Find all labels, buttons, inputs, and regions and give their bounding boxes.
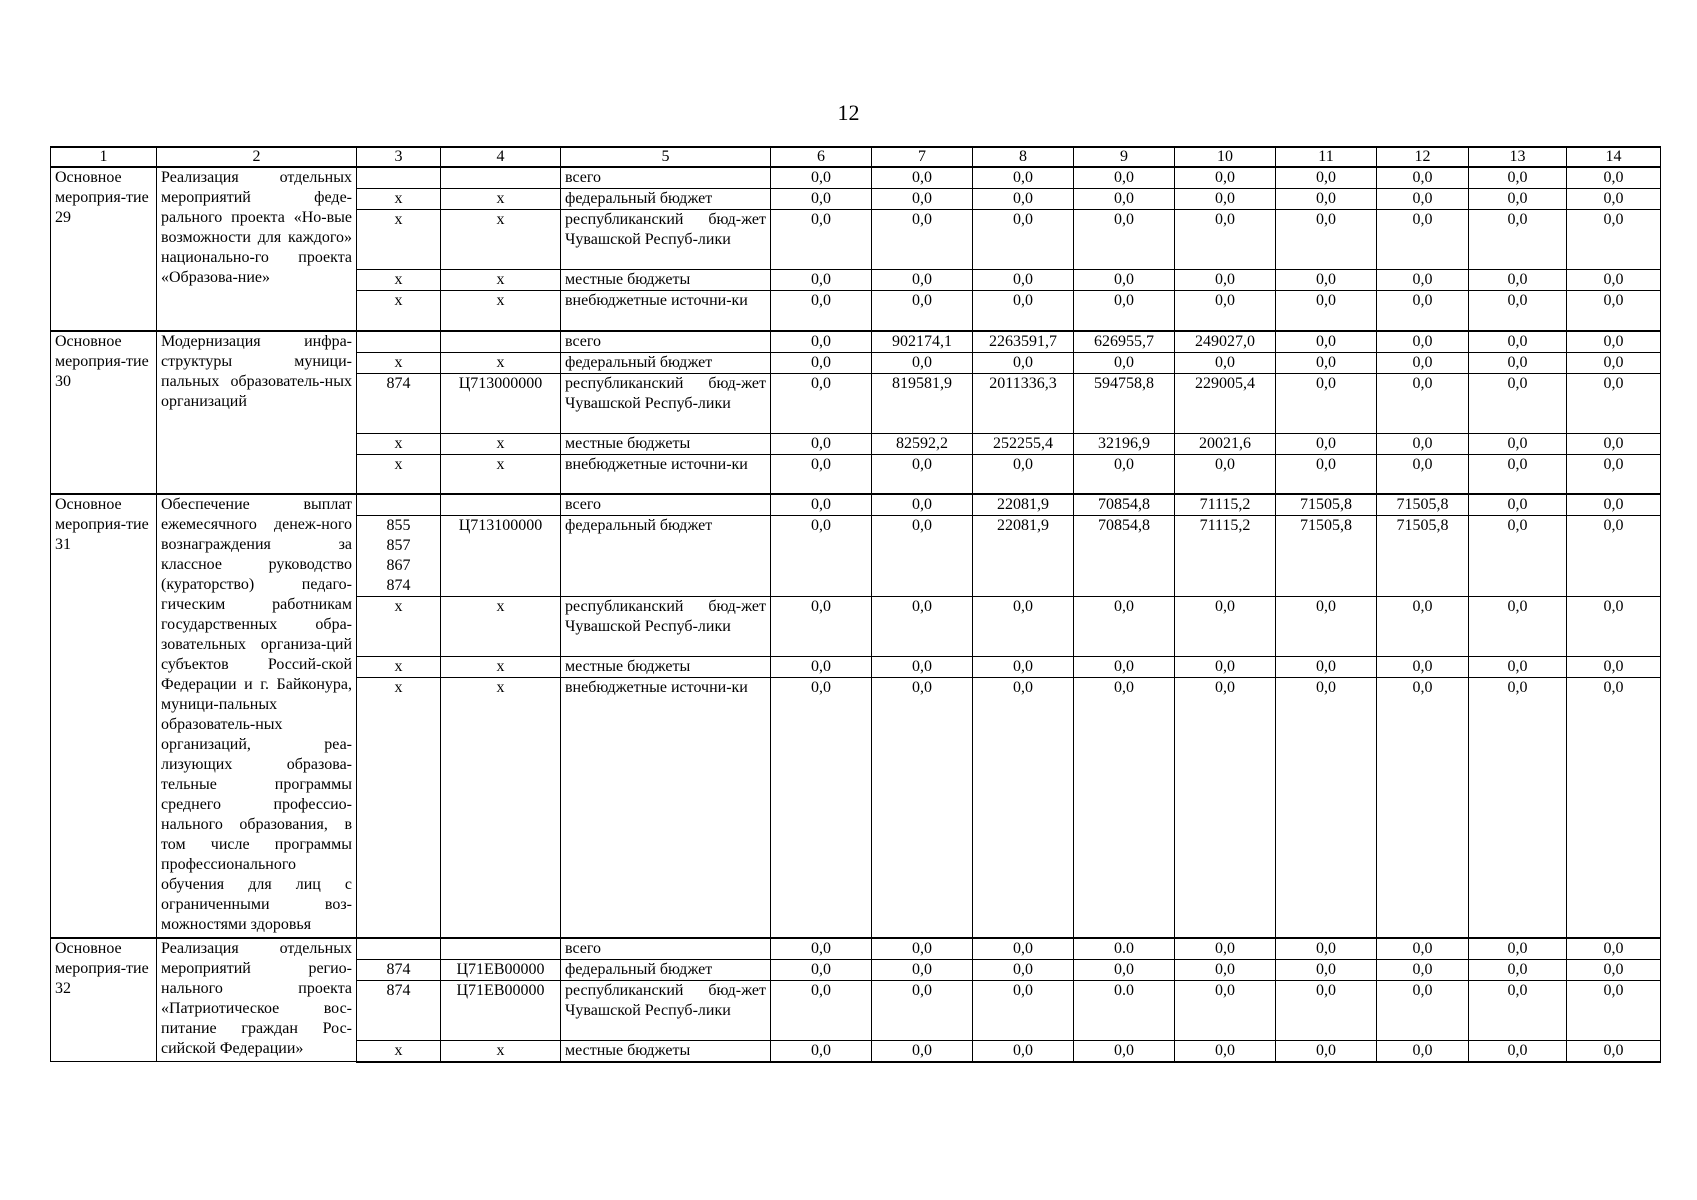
amount-cell: 0,0 xyxy=(973,657,1074,678)
grbs-code xyxy=(357,167,441,189)
amount-cell: 0,0 xyxy=(973,167,1074,189)
funding-source: местные бюджеты xyxy=(561,657,771,678)
funding-source: всего xyxy=(561,167,771,189)
amount-cell: 0,0 xyxy=(1175,980,1276,1040)
amount-cell: 0,0 xyxy=(973,210,1074,270)
funding-source: всего xyxy=(561,494,771,516)
amount-cell: 0,0 xyxy=(1377,373,1469,433)
amount-cell: 0,0 xyxy=(1377,210,1469,270)
amount-cell: 0,0 xyxy=(771,210,872,270)
amount-cell: 0,0 xyxy=(1175,270,1276,291)
csr-code: Ц71ЕВ00000 xyxy=(441,980,561,1040)
amount-cell: 71115,2 xyxy=(1175,494,1276,516)
amount-cell: 0,0 xyxy=(973,454,1074,494)
grbs-code: 874 xyxy=(357,959,441,980)
page-number: 12 xyxy=(837,100,860,125)
amount-cell: 0,0 xyxy=(1377,189,1469,210)
amount-cell: 0,0 xyxy=(872,291,973,331)
amount-cell: 2263591,7 xyxy=(973,331,1074,353)
amount-cell: 0,0 xyxy=(771,980,872,1040)
table-row xyxy=(51,167,1661,189)
amount-cell: 0,0 xyxy=(1175,352,1276,373)
amount-cell: 0,0 xyxy=(1074,352,1175,373)
amount-cell: 0,0 xyxy=(771,959,872,980)
amount-cell: 0,0 xyxy=(771,270,872,291)
amount-cell: 0,0 xyxy=(1377,597,1469,657)
amount-cell: 0,0 xyxy=(1276,373,1377,433)
amount-cell: 0,0 xyxy=(1074,678,1175,938)
amount-cell: 0,0 xyxy=(1567,938,1661,960)
amount-cell: 0,0 xyxy=(1567,980,1661,1040)
activity-description: Модернизация инфра-структуры муници-пальных образователь-ных организаций xyxy=(157,331,357,495)
amount-cell: 0,0 xyxy=(1469,454,1567,494)
amount-cell: 0,0 xyxy=(1175,938,1276,960)
grbs-code: 874 xyxy=(357,980,441,1040)
amount-cell: 0,0 xyxy=(1074,167,1175,189)
csr-code xyxy=(441,938,561,960)
amount-cell: 0,0 xyxy=(1276,678,1377,938)
amount-cell: 0,0 xyxy=(1377,454,1469,494)
grbs-code: х xyxy=(357,454,441,494)
amount-cell: 0,0 xyxy=(1074,189,1175,210)
column-number: 5 xyxy=(561,147,771,167)
amount-cell: 0,0 xyxy=(1469,270,1567,291)
column-number: 11 xyxy=(1276,147,1377,167)
amount-cell: 0,0 xyxy=(872,980,973,1040)
amount-cell: 0,0 xyxy=(872,1040,973,1062)
funding-source: внебюджетные источни-ки xyxy=(561,291,771,331)
amount-cell: 0,0 xyxy=(1175,657,1276,678)
column-number: 10 xyxy=(1175,147,1276,167)
amount-cell: 0,0 xyxy=(1469,959,1567,980)
column-number: 14 xyxy=(1567,147,1661,167)
amount-cell: 0,0 xyxy=(1276,1040,1377,1062)
amount-cell: 0,0 xyxy=(872,454,973,494)
funding-source: республиканский бюд-жет Чувашской Респуб-лики xyxy=(561,980,771,1040)
amount-cell: 0,0 xyxy=(1469,597,1567,657)
amount-cell: 0,0 xyxy=(1567,516,1661,597)
csr-code: х xyxy=(441,352,561,373)
amount-cell: 0,0 xyxy=(1074,959,1175,980)
column-number-row xyxy=(51,147,1661,167)
funding-source: республиканский бюд-жет Чувашской Респуб-лики xyxy=(561,210,771,270)
amount-cell: 0,0 xyxy=(1074,1040,1175,1062)
amount-cell: 0,0 xyxy=(1276,597,1377,657)
amount-cell: 0,0 xyxy=(771,516,872,597)
amount-cell: 0,0 xyxy=(1567,433,1661,454)
grbs-code: х xyxy=(357,189,441,210)
amount-cell: 0,0 xyxy=(1276,331,1377,353)
amount-cell: 0,0 xyxy=(1276,454,1377,494)
amount-cell: 0,0 xyxy=(872,167,973,189)
amount-cell: 0,0 xyxy=(1567,494,1661,516)
amount-cell: 0,0 xyxy=(1276,433,1377,454)
amount-cell: 0,0 xyxy=(1175,678,1276,938)
csr-code: х xyxy=(441,678,561,938)
column-number: 6 xyxy=(771,147,872,167)
amount-cell: 71505,8 xyxy=(1377,516,1469,597)
amount-cell: 0,0 xyxy=(1175,597,1276,657)
amount-cell: 0,0 xyxy=(973,270,1074,291)
grbs-code xyxy=(357,938,441,960)
funding-source: федеральный бюджет xyxy=(561,352,771,373)
column-number: 2 xyxy=(157,147,357,167)
amount-cell: 0,0 xyxy=(1175,1040,1276,1062)
amount-cell: 0,0 xyxy=(1276,657,1377,678)
amount-cell: 0,0 xyxy=(1567,373,1661,433)
amount-cell: 0,0 xyxy=(1377,331,1469,353)
amount-cell: 0,0 xyxy=(1074,454,1175,494)
csr-code: х xyxy=(441,210,561,270)
table-row xyxy=(51,331,1661,353)
amount-cell: 0,0 xyxy=(973,980,1074,1040)
amount-cell: 0,0 xyxy=(1377,678,1469,938)
funding-source: федеральный бюджет xyxy=(561,189,771,210)
amount-cell: 0,0 xyxy=(1377,980,1469,1040)
grbs-code: х xyxy=(357,352,441,373)
amount-cell: 0,0 xyxy=(872,494,973,516)
amount-cell: 0,0 xyxy=(1469,291,1567,331)
amount-cell: 0,0 xyxy=(1469,352,1567,373)
csr-code xyxy=(441,331,561,353)
column-number: 4 xyxy=(441,147,561,167)
amount-cell: 0,0 xyxy=(1469,980,1567,1040)
amount-cell: 0,0 xyxy=(1175,959,1276,980)
amount-cell: 0,0 xyxy=(1175,167,1276,189)
amount-cell: 0,0 xyxy=(771,494,872,516)
amount-cell: 0,0 xyxy=(872,352,973,373)
activity-name: Основное мероприя-тие 31 xyxy=(51,494,157,938)
csr-code: х xyxy=(441,291,561,331)
csr-code: Ц713100000 xyxy=(441,516,561,597)
funding-source: местные бюджеты xyxy=(561,1040,771,1062)
table-row xyxy=(51,938,1661,960)
amount-cell: 71115,2 xyxy=(1175,516,1276,597)
amount-cell: 229005,4 xyxy=(1175,373,1276,433)
funding-source: местные бюджеты xyxy=(561,270,771,291)
amount-cell: 71505,8 xyxy=(1276,494,1377,516)
amount-cell: 22081,9 xyxy=(973,494,1074,516)
amount-cell: 0,0 xyxy=(872,959,973,980)
amount-cell: 0,0 xyxy=(1567,189,1661,210)
funding-source: всего xyxy=(561,331,771,353)
amount-cell: 0,0 xyxy=(1567,352,1661,373)
amount-cell: 0,0 xyxy=(1469,657,1567,678)
csr-code: х xyxy=(441,270,561,291)
funding-source: местные бюджеты xyxy=(561,433,771,454)
amount-cell: 0,0 xyxy=(1074,270,1175,291)
grbs-code: х xyxy=(357,657,441,678)
amount-cell: 0,0 xyxy=(1469,373,1567,433)
amount-cell: 0,0 xyxy=(1567,597,1661,657)
amount-cell: 0,0 xyxy=(1567,331,1661,353)
grbs-code xyxy=(357,331,441,353)
amount-cell: 0,0 xyxy=(1175,189,1276,210)
amount-cell: 0,0 xyxy=(771,657,872,678)
amount-cell: 0,0 xyxy=(1567,270,1661,291)
amount-cell: 0,0 xyxy=(771,678,872,938)
amount-cell: 71505,8 xyxy=(1276,516,1377,597)
amount-cell: 0,0 xyxy=(1377,433,1469,454)
amount-cell: 0,0 xyxy=(872,516,973,597)
amount-cell: 0,0 xyxy=(1276,980,1377,1040)
amount-cell: 0,0 xyxy=(1276,167,1377,189)
csr-code: х xyxy=(441,433,561,454)
activity-name: Основное мероприя-тие 30 xyxy=(51,331,157,495)
amount-cell: 0,0 xyxy=(1175,210,1276,270)
amount-cell: 0,0 xyxy=(1276,959,1377,980)
amount-cell: 0,0 xyxy=(1567,657,1661,678)
amount-cell: 0,0 xyxy=(1377,352,1469,373)
amount-cell: 2011336,3 xyxy=(973,373,1074,433)
grbs-code: х xyxy=(357,678,441,938)
amount-cell: 0,0 xyxy=(1469,678,1567,938)
amount-cell: 22081,9 xyxy=(973,516,1074,597)
amount-cell: 0,0 xyxy=(1567,291,1661,331)
amount-cell: 0,0 xyxy=(1175,454,1276,494)
amount-cell: 0,0 xyxy=(973,291,1074,331)
csr-code: Ц71ЕВ00000 xyxy=(441,959,561,980)
amount-cell: 0,0 xyxy=(1567,1040,1661,1062)
amount-cell: 0,0 xyxy=(973,189,1074,210)
grbs-code: х xyxy=(357,210,441,270)
grbs-code: х xyxy=(357,1040,441,1062)
amount-cell: 0.0 xyxy=(1074,980,1175,1040)
amount-cell: 0,0 xyxy=(1377,938,1469,960)
amount-cell: 0,0 xyxy=(1377,1040,1469,1062)
amount-cell: 0,0 xyxy=(771,291,872,331)
amount-cell: 0,0 xyxy=(1469,516,1567,597)
amount-cell: 0,0 xyxy=(1377,167,1469,189)
grbs-code xyxy=(357,494,441,516)
amount-cell: 0,0 xyxy=(1377,270,1469,291)
amount-cell: 0,0 xyxy=(872,189,973,210)
amount-cell: 0,0 xyxy=(1567,167,1661,189)
amount-cell: 0,0 xyxy=(872,938,973,960)
amount-cell: 0,0 xyxy=(973,352,1074,373)
amount-cell: 0,0 xyxy=(872,678,973,938)
csr-code xyxy=(441,167,561,189)
table-row xyxy=(51,494,1661,516)
grbs-code: х xyxy=(357,291,441,331)
amount-cell: 32196,9 xyxy=(1074,433,1175,454)
amount-cell: 819581,9 xyxy=(872,373,973,433)
amount-cell: 0,0 xyxy=(1567,959,1661,980)
grbs-code: х xyxy=(357,270,441,291)
amount-cell: 0,0 xyxy=(872,210,973,270)
amount-cell: 0,0 xyxy=(771,352,872,373)
column-number: 1 xyxy=(51,147,157,167)
amount-cell: 0,0 xyxy=(1469,210,1567,270)
amount-cell: 0,0 xyxy=(1377,291,1469,331)
funding-source: внебюджетные источни-ки xyxy=(561,454,771,494)
amount-cell: 626955,7 xyxy=(1074,331,1175,353)
column-number: 9 xyxy=(1074,147,1175,167)
amount-cell: 0,0 xyxy=(1469,331,1567,353)
amount-cell: 0,0 xyxy=(771,454,872,494)
amount-cell: 0,0 xyxy=(872,657,973,678)
amount-cell: 0,0 xyxy=(1567,454,1661,494)
amount-cell: 0,0 xyxy=(1074,291,1175,331)
grbs-code: х xyxy=(357,597,441,657)
amount-cell: 0,0 xyxy=(1276,291,1377,331)
amount-cell: 0,0 xyxy=(1469,433,1567,454)
amount-cell: 0,0 xyxy=(1074,657,1175,678)
amount-cell: 0,0 xyxy=(1377,959,1469,980)
amount-cell: 0,0 xyxy=(973,597,1074,657)
amount-cell: 0,0 xyxy=(771,167,872,189)
amount-cell: 0,0 xyxy=(771,1040,872,1062)
amount-cell: 0,0 xyxy=(1567,210,1661,270)
amount-cell: 70854,8 xyxy=(1074,516,1175,597)
amount-cell: 0,0 xyxy=(771,597,872,657)
column-number: 13 xyxy=(1469,147,1567,167)
amount-cell: 0,0 xyxy=(872,270,973,291)
amount-cell: 902174,1 xyxy=(872,331,973,353)
amount-cell: 0,0 xyxy=(1276,270,1377,291)
amount-cell: 82592,2 xyxy=(872,433,973,454)
amount-cell: 0,0 xyxy=(872,597,973,657)
grbs-code: 855 857 867 874 xyxy=(357,516,441,597)
amount-cell: 0,0 xyxy=(771,938,872,960)
amount-cell: 0,0 xyxy=(1469,938,1567,960)
table-body xyxy=(51,147,1661,1062)
amount-cell: 0,0 xyxy=(973,1040,1074,1062)
amount-cell: 0,0 xyxy=(1276,938,1377,960)
amount-cell: 0,0 xyxy=(1276,352,1377,373)
amount-cell: 0,0 xyxy=(771,331,872,353)
amount-cell: 0,0 xyxy=(1074,210,1175,270)
csr-code: х xyxy=(441,657,561,678)
csr-code xyxy=(441,494,561,516)
funding-source: республиканский бюд-жет Чувашской Респуб-лики xyxy=(561,597,771,657)
column-number: 7 xyxy=(872,147,973,167)
amount-cell: 0,0 xyxy=(973,938,1074,960)
activity-name: Основное мероприя-тие 32 xyxy=(51,938,157,1062)
funding-source: федеральный бюджет xyxy=(561,516,771,597)
grbs-code: х xyxy=(357,433,441,454)
column-number: 8 xyxy=(973,147,1074,167)
csr-code: х xyxy=(441,1040,561,1062)
csr-code: х xyxy=(441,597,561,657)
amount-cell: 0,0 xyxy=(1377,657,1469,678)
amount-cell: 0,0 xyxy=(771,373,872,433)
funding-source: федеральный бюджет xyxy=(561,959,771,980)
funding-table xyxy=(50,146,1661,1063)
column-number: 3 xyxy=(357,147,441,167)
activity-name: Основное мероприя-тие 29 xyxy=(51,167,157,331)
activity-description: Реализация отдельных мероприятий регио-нального проекта «Патриотическое вос-питание граждан Рос-сийской Федерации» xyxy=(157,938,357,1062)
funding-source: республиканский бюд-жет Чувашской Респуб-лики xyxy=(561,373,771,433)
activity-description: Реализация отдельных мероприятий феде-рального проекта «Но-вые возможности для каждого» национально-го проекта «Образова-ние» xyxy=(157,167,357,331)
amount-cell: 71505,8 xyxy=(1377,494,1469,516)
csr-code: Ц713000000 xyxy=(441,373,561,433)
amount-cell: 0,0 xyxy=(973,959,1074,980)
amount-cell: 0,0 xyxy=(771,433,872,454)
activity-description: Обеспечение выплат ежемесячного денеж-ного вознаграждения за классное руководство (кураторство) педаго-гическим работникам государственных обра-зовательных организа-ций субъектов Россий-ской Федерации и г. Байконура, муници-пальных образователь-ных организаций, реа-лизующих образова-тельные программы среднего профессио-нального образования, в том числе программы профессионального обучения для лиц с ограниченными воз-можностями здоровья xyxy=(157,494,357,938)
amount-cell: 0,0 xyxy=(1276,189,1377,210)
amount-cell: 0,0 xyxy=(1276,210,1377,270)
amount-cell: 0,0 xyxy=(771,189,872,210)
amount-cell: 0,0 xyxy=(1567,678,1661,938)
amount-cell: 70854,8 xyxy=(1074,494,1175,516)
csr-code: х xyxy=(441,454,561,494)
amount-cell: 249027,0 xyxy=(1175,331,1276,353)
grbs-code: 874 xyxy=(357,373,441,433)
csr-code: х xyxy=(441,189,561,210)
funding-source: всего xyxy=(561,938,771,960)
amount-cell: 20021,6 xyxy=(1175,433,1276,454)
amount-cell: 0,0 xyxy=(1074,597,1175,657)
amount-cell: 0,0 xyxy=(1469,494,1567,516)
column-number: 12 xyxy=(1377,147,1469,167)
amount-cell: 0,0 xyxy=(973,678,1074,938)
amount-cell: 0,0 xyxy=(1175,291,1276,331)
amount-cell: 0.0 xyxy=(1074,938,1175,960)
amount-cell: 594758,8 xyxy=(1074,373,1175,433)
amount-cell: 0,0 xyxy=(1469,189,1567,210)
amount-cell: 252255,4 xyxy=(973,433,1074,454)
amount-cell: 0,0 xyxy=(1469,1040,1567,1062)
amount-cell: 0,0 xyxy=(1469,167,1567,189)
funding-source: внебюджетные источни-ки xyxy=(561,678,771,938)
